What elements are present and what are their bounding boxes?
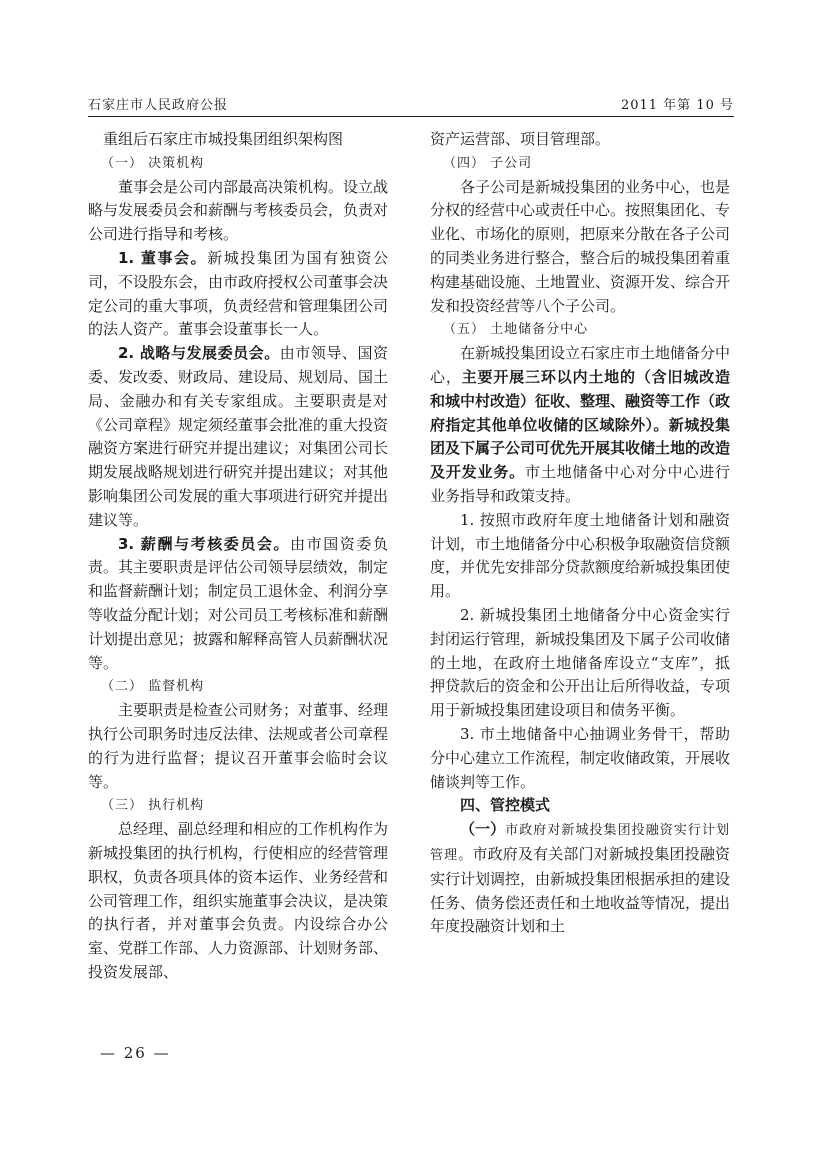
paragraph <box>430 342 730 509</box>
section-heading-subsidiaries: （四） 子公司 <box>443 155 533 171</box>
item-label: （一） <box>460 820 506 839</box>
page-header <box>88 92 734 117</box>
section-heading-control-mode: 四、管控模式 <box>460 796 551 815</box>
item-label: 2. 战略与发展委员会。 <box>118 344 280 363</box>
item-subheading: 市政府对新城投集团投融资实行计划管理。 <box>430 823 730 863</box>
section-heading-decision: （一） 决策机构 <box>101 155 205 171</box>
item-text: 由市国资委负责。其主要职责是评估公司领导层绩效，制定和监督薪酬计划；制定员工退休金、利润分享等收益分配计划；对公司员工考核标准和薪酬计划提出意见；披露和解释高管人员薪酬状况等。 <box>88 534 389 672</box>
paragraph <box>88 247 388 342</box>
section-heading-execution: （三） 执行机构 <box>101 798 205 814</box>
item-label: 1. 董事会。 <box>118 248 208 267</box>
paragraph: 1. 按照市政府年度土地储备计划和融资计划，市土地储备分中心积极争取融资信贷额度，并优先安排部分贷款额度给新城投集团使用。 <box>430 510 731 601</box>
page-number: — 26 — <box>100 1044 171 1062</box>
section-heading-supervision: （二） 监督机构 <box>101 679 205 695</box>
paragraph: 2. 新城投集团土地储备分中心资金实行封闭运行管理，新城投集团及下属子公司收储的土地，在政府土地储备库设立“支库”，抵押贷款后的资金和公开出让后所得收益，专项用于新城投集团建设项目和债务平衡。 <box>430 605 731 720</box>
text: 市土地储备中心对分中心进行业务指导和政策支持。 <box>430 463 730 505</box>
issue-number: 2011 年第 10 号 <box>620 98 734 113</box>
publication-name: 石家庄市人民政府公报 <box>88 98 229 113</box>
bold-text: 主要开展三环以内土地的（含旧城改造和城中村改造）征收、整理、融资等工作（政府指定其他单位收储的区域除外）。新城投集团及下属子公司可优先开展其收储土地的改造及开发业务。 <box>430 367 731 482</box>
paragraph: 各子公司是新城投集团的业务中心，也是分权的经营中心或责任中心。按照集团化、专业化、市场化的原则，把原来分散在各子公司的同类业务进行整合，整合后的城投集团着重构建基础设施、土地置业、资源开发、综合开发和投资经营等八个子公司。 <box>430 177 731 315</box>
item-text: 新城投集团为国有独资公司，不设股东会，由市政府授权公司董事会决定公司的重大事项，负责经营和管理集团公司的法人资产。董事会设董事长一人。 <box>88 248 389 339</box>
item-text: 市政府及有关部门对新城投集团投融资实行计划调控，由新城投集团根据承担的建设任务、债务偿还责任和土地收益等情况，提出年度投融资计划和土 <box>430 844 731 936</box>
paragraph-continued: 资产运营部、项目管理部。 <box>430 130 611 148</box>
figure-title: 重组后石家庄市城投集团组织架构图 <box>103 130 344 148</box>
section-heading-land-reserve: （五） 土地储备分中心 <box>443 322 589 338</box>
paragraph: 总经理、副总经理和相应的工作机构作为新城投集团的执行机构，行使相应的经营管理职权，负责各项具体的资本运作、业务经营和公司管理工作，组织实施董事会决议，是决策的执行者，并对董事会负责。内设综合办公室、党群工作部、人力资源部、计划财务部、投资发展部、 <box>88 820 389 981</box>
paragraph <box>88 342 388 532</box>
right-column <box>430 128 730 939</box>
paragraph <box>430 818 730 939</box>
paragraph <box>88 533 388 676</box>
item-label: 3. 薪酬与考核委员会。 <box>118 534 291 553</box>
paragraph: 董事会是公司内部最高决策机构。设立战略与发展委员会和薪酬与考核委员会，负责对公司进行指导和考核。 <box>88 177 389 244</box>
left-column <box>88 128 388 985</box>
item-text: 由市领导、国资委、发改委、财政局、建设局、规划局、国土局、金融办和有关专家组成。主要职责是对《公司章程》规定须经董事会批准的重大投资融资方案进行研究并提出建议；对集团公司长期发展战略规划进行研究并提出建议；对其他影响集团公司发展的重大事项进行研究并提出建议等。 <box>88 344 389 529</box>
text: 在新城投集团设立石家庄市土地储备分中心， <box>430 344 731 386</box>
paragraph: 主要职责是检查公司财务；对董事、经理执行公司职务时违反法律、法规或者公司章程的行为进行监督；提议召开董事会临时会议等。 <box>88 701 389 791</box>
paragraph: 3. 市土地储备中心抽调业务骨干，帮助分中心建立工作流程，制定收储政策，开展收储谈判等工作。 <box>430 724 731 791</box>
